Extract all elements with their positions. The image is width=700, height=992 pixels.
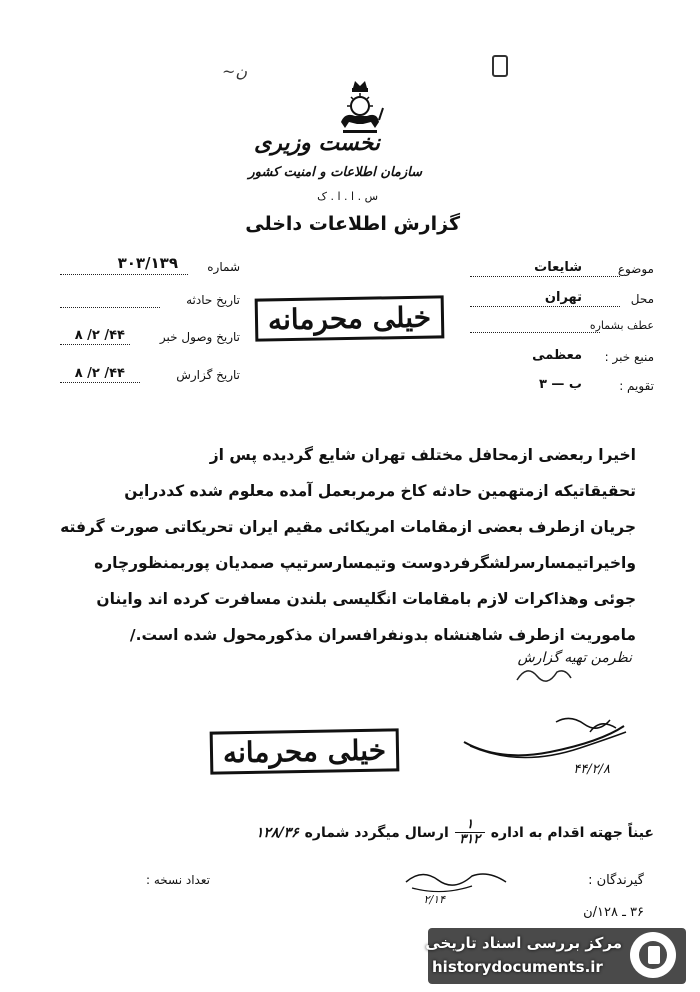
- number-field-line: [60, 274, 188, 275]
- report-date-label: تاریخ گزارش: [176, 368, 240, 382]
- action-number: ۱۲۸/۳۶: [255, 824, 299, 841]
- reference-field-line: [470, 332, 600, 333]
- org-code: س . ا . ا . ک: [317, 190, 378, 203]
- receipt-date-line: [60, 344, 130, 345]
- source-label: منبع خبر :: [604, 350, 654, 364]
- org-subtitle: سازمان اطلاعات و امنیت کشور: [248, 165, 422, 180]
- bottom-number: ۳۶ ـ ۱۲۸/ن: [583, 905, 644, 920]
- org-title: نخست وزیری: [254, 130, 380, 156]
- body-line-5: جوئی وهذاکرات لازم بامقامات انگلیسی بلندن مسافرت کرده اند واینان: [96, 590, 636, 608]
- action-suffix: ارسال میگردد شماره: [304, 824, 449, 841]
- body-line-6: ماموریت ازطرف شاهنشاه بدونفرافسران مذکورمحول شده است./: [129, 626, 636, 644]
- action-fraction-bottom: ۳۱۲: [459, 832, 481, 847]
- report-date-value: ۴۴/ ۲/ ۸: [74, 366, 125, 381]
- evaluation-label: تقویم :: [619, 379, 654, 393]
- recipients-label: گیرندگان :: [588, 873, 644, 888]
- copies-label: تعداد نسخه :: [145, 873, 210, 887]
- watermark-url: historydocuments.ir: [432, 958, 603, 976]
- report-date-line: [60, 382, 140, 383]
- receipt-date-value: ۴۴/ ۲/ ۸: [74, 328, 125, 343]
- body-line-1: اخیرا ربعضی ازمحافل مختلف تهران شایع گردیده پس از: [209, 446, 636, 464]
- handwritten-note: نظرمن تهیه گزارش: [517, 650, 632, 666]
- signer-date: ۲/۱۴: [423, 893, 445, 906]
- number-value: ۳۰۳/۱۳۹: [117, 254, 178, 272]
- subject-field-line: [470, 276, 620, 277]
- body-line-2: تحقیقاتیکه ازمتهمین حادثه کاخ مرمربعمل آمده معلوم شده کددراین: [124, 482, 636, 500]
- reference-label: عطف بشماره: [589, 319, 654, 332]
- receipt-date-label: تاریخ وصول خبر: [159, 330, 240, 344]
- source-value: معظمی: [532, 348, 582, 363]
- report-title: گزارش اطلاعات داخلی: [245, 213, 460, 235]
- classification-stamp-bottom: خیلی محرمانه: [210, 728, 400, 774]
- location-field-line: [470, 306, 620, 307]
- recipient-signature: [402, 862, 512, 896]
- location-value: تهران: [544, 290, 582, 305]
- watermark-title: مرکز بررسی اسناد تاریخی: [425, 934, 622, 952]
- action-fraction-top: ۱: [466, 817, 474, 832]
- subject-value: شایعات: [534, 260, 582, 275]
- incident-date-line: [60, 307, 160, 308]
- classification-stamp-top: خیلی محرمانه: [255, 295, 445, 341]
- action-line: [256, 818, 654, 847]
- lion-and-sun-emblem: [335, 78, 385, 136]
- body-line-3: جریان ازطرف بعضی ازمقامات امریکائی مقیم ایران تحریکاتی صورت گرفته: [60, 518, 636, 536]
- body-line-4: واخیراتیمسارسرلشگرفردوست وتیمسارسرتیپ صمدیان پوربمنظورچاره: [94, 554, 636, 572]
- action-fraction: [455, 818, 485, 847]
- number-label: شماره: [207, 260, 240, 274]
- incident-date-label: تاریخ حادثه: [186, 293, 240, 307]
- subject-label: موضوع: [617, 262, 654, 276]
- evaluation-value: ب — ۳: [538, 377, 582, 392]
- action-text: عیناً جهته اقدام به اداره: [490, 824, 654, 841]
- signature-date: ۴۴/۲/۸: [573, 762, 610, 777]
- location-label: محل: [630, 292, 654, 306]
- top-right-mark: [492, 55, 508, 77]
- note-scribble: [515, 662, 575, 687]
- watermark-logo-icon: [630, 932, 676, 978]
- top-left-scribble: ~ن: [222, 62, 248, 81]
